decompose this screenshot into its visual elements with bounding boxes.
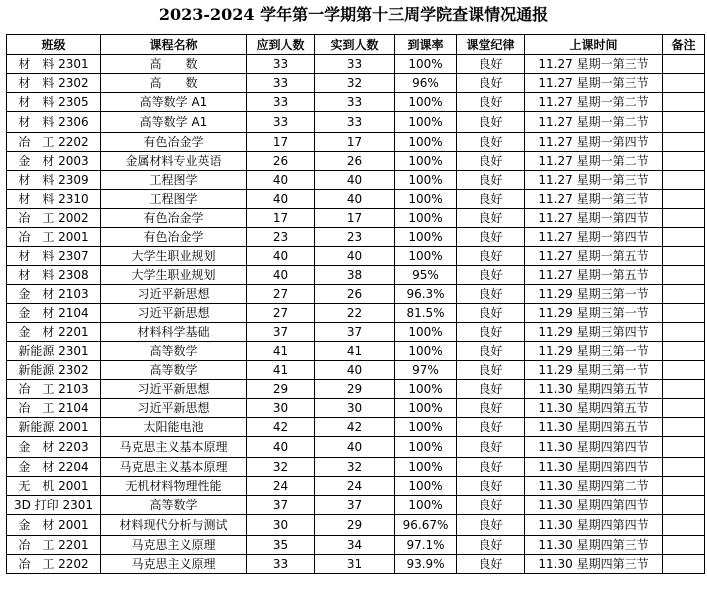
cell-class: 金 材 2003 [7,152,101,171]
cell-rate: 96.67% [395,515,457,536]
cell-actual: 33 [315,55,395,74]
cell-course: 工程图学 [101,190,247,209]
cell-discipline: 良好 [457,458,525,477]
table-row [7,171,705,190]
table-row [7,555,705,574]
table-row [7,304,705,323]
cell-expected: 42 [247,418,315,437]
cell-rate: 100% [395,477,457,496]
cell-discipline: 良好 [457,555,525,574]
cell-note [663,536,705,555]
cell-expected: 26 [247,152,315,171]
cell-rate: 97% [395,361,457,380]
cell-discipline: 良好 [457,74,525,93]
cell-discipline: 良好 [457,536,525,555]
header-class: 班级 [7,35,101,55]
cell-rate: 100% [395,342,457,361]
cell-note [663,458,705,477]
cell-actual: 26 [315,152,395,171]
cell-rate: 100% [395,437,457,458]
cell-actual: 26 [315,285,395,304]
cell-expected: 30 [247,515,315,536]
cell-course: 马克思主义原理 [101,555,247,574]
cell-actual: 38 [315,266,395,285]
cell-rate: 93.9% [395,555,457,574]
cell-discipline: 良好 [457,209,525,228]
cell-discipline: 良好 [457,190,525,209]
cell-note [663,285,705,304]
cell-course: 无机材料物理性能 [101,477,247,496]
cell-expected: 33 [247,74,315,93]
cell-course: 高等数学 A1 [101,112,247,133]
cell-class: 冶 工 2002 [7,209,101,228]
header-discipline: 课堂纪律 [457,35,525,55]
cell-time: 11.30 星期四第三节 [525,536,663,555]
cell-actual: 24 [315,477,395,496]
cell-actual: 17 [315,209,395,228]
cell-course: 有色冶金学 [101,133,247,152]
cell-note [663,399,705,418]
cell-actual: 33 [315,93,395,112]
cell-note [663,361,705,380]
cell-time: 11.29 星期三第一节 [525,304,663,323]
cell-discipline: 良好 [457,285,525,304]
cell-note [663,323,705,342]
table-row [7,361,705,380]
cell-course: 高等数学 [101,496,247,515]
cell-discipline: 良好 [457,323,525,342]
cell-note [663,190,705,209]
cell-class: 材 料 2306 [7,112,101,133]
cell-class: 新能源 2001 [7,418,101,437]
cell-class: 无 机 2001 [7,477,101,496]
cell-course: 习近平新思想 [101,399,247,418]
table-row [7,380,705,399]
cell-expected: 33 [247,93,315,112]
cell-course: 高等数学 [101,342,247,361]
header-note: 备注 [663,35,705,55]
header-expected: 应到人数 [247,35,315,55]
cell-expected: 27 [247,304,315,323]
cell-discipline: 良好 [457,228,525,247]
cell-time: 11.27 星期一第四节 [525,133,663,152]
cell-class: 冶 工 2202 [7,555,101,574]
table-row [7,342,705,361]
cell-rate: 100% [395,112,457,133]
table-row [7,399,705,418]
cell-note [663,496,705,515]
cell-course: 工程图学 [101,171,247,190]
cell-time: 11.29 星期三第一节 [525,342,663,361]
cell-class: 新能源 2301 [7,342,101,361]
cell-time: 11.30 星期四第二节 [525,477,663,496]
cell-class: 金 材 2103 [7,285,101,304]
cell-actual: 40 [315,190,395,209]
cell-actual: 37 [315,323,395,342]
cell-discipline: 良好 [457,171,525,190]
table-row [7,133,705,152]
cell-class: 冶 工 2104 [7,399,101,418]
cell-discipline: 良好 [457,477,525,496]
cell-actual: 30 [315,399,395,418]
cell-note [663,304,705,323]
cell-expected: 17 [247,209,315,228]
cell-time: 11.30 星期四第四节 [525,515,663,536]
cell-class: 材 料 2305 [7,93,101,112]
cell-course: 高 数 [101,74,247,93]
table-row [7,323,705,342]
cell-time: 11.30 星期四第五节 [525,380,663,399]
cell-note [663,437,705,458]
table-row [7,418,705,437]
cell-discipline: 良好 [457,55,525,74]
cell-actual: 23 [315,228,395,247]
cell-class: 冶 工 2001 [7,228,101,247]
table-row [7,152,705,171]
cell-time: 11.29 星期三第四节 [525,323,663,342]
cell-course: 高等数学 [101,361,247,380]
cell-note [663,342,705,361]
table-row [7,112,705,133]
cell-time: 11.29 星期三第一节 [525,361,663,380]
cell-discipline: 良好 [457,515,525,536]
cell-note [663,209,705,228]
cell-note [663,112,705,133]
table-row [7,496,705,515]
cell-rate: 100% [395,171,457,190]
cell-time: 11.27 星期一第五节 [525,247,663,266]
header-course: 课程名称 [101,35,247,55]
cell-note [663,228,705,247]
cell-course: 马克思主义基本原理 [101,437,247,458]
cell-discipline: 良好 [457,247,525,266]
cell-expected: 24 [247,477,315,496]
attendance-table [6,34,705,574]
cell-course: 太阳能电池 [101,418,247,437]
cell-time: 11.27 星期一第三节 [525,74,663,93]
cell-rate: 100% [395,55,457,74]
cell-course: 习近平新思想 [101,304,247,323]
table-row [7,55,705,74]
cell-discipline: 良好 [457,93,525,112]
cell-class: 新能源 2302 [7,361,101,380]
cell-discipline: 良好 [457,112,525,133]
cell-rate: 100% [395,133,457,152]
cell-time: 11.27 星期一第二节 [525,112,663,133]
cell-course: 材料科学基础 [101,323,247,342]
table-row [7,247,705,266]
cell-actual: 34 [315,536,395,555]
cell-expected: 40 [247,247,315,266]
header-row [7,35,705,55]
table-row [7,477,705,496]
cell-expected: 29 [247,380,315,399]
cell-note [663,74,705,93]
cell-note [663,171,705,190]
cell-note [663,152,705,171]
cell-class: 材 料 2307 [7,247,101,266]
cell-actual: 17 [315,133,395,152]
cell-rate: 100% [395,190,457,209]
cell-rate: 100% [395,247,457,266]
cell-actual: 40 [315,171,395,190]
cell-rate: 100% [395,152,457,171]
header-actual: 实到人数 [315,35,395,55]
cell-actual: 32 [315,458,395,477]
cell-time: 11.30 星期四第五节 [525,399,663,418]
table-row [7,93,705,112]
cell-discipline: 良好 [457,380,525,399]
cell-time: 11.30 星期四第五节 [525,418,663,437]
cell-rate: 100% [395,399,457,418]
table-row [7,515,705,536]
cell-course: 高 数 [101,55,247,74]
cell-time: 11.27 星期一第五节 [525,266,663,285]
cell-discipline: 良好 [457,266,525,285]
cell-time: 11.30 星期四第四节 [525,496,663,515]
cell-discipline: 良好 [457,304,525,323]
cell-discipline: 良好 [457,361,525,380]
cell-time: 11.27 星期一第二节 [525,152,663,171]
cell-rate: 100% [395,323,457,342]
cell-expected: 40 [247,171,315,190]
cell-note [663,418,705,437]
cell-actual: 42 [315,418,395,437]
cell-discipline: 良好 [457,418,525,437]
cell-time: 11.27 星期一第四节 [525,228,663,247]
cell-expected: 40 [247,266,315,285]
cell-discipline: 良好 [457,399,525,418]
cell-discipline: 良好 [457,437,525,458]
cell-rate: 100% [395,418,457,437]
cell-rate: 96% [395,74,457,93]
cell-expected: 35 [247,536,315,555]
cell-class: 金 材 2001 [7,515,101,536]
cell-class: 材 料 2310 [7,190,101,209]
cell-rate: 81.5% [395,304,457,323]
cell-course: 有色冶金学 [101,228,247,247]
cell-discipline: 良好 [457,342,525,361]
cell-note [663,515,705,536]
cell-expected: 40 [247,437,315,458]
cell-class: 冶 工 2201 [7,536,101,555]
cell-actual: 41 [315,342,395,361]
table-row [7,458,705,477]
cell-time: 11.27 星期一第三节 [525,171,663,190]
cell-class: 金 材 2201 [7,323,101,342]
cell-course: 金属材料专业英语 [101,152,247,171]
cell-actual: 22 [315,304,395,323]
cell-class: 材 料 2301 [7,55,101,74]
table-row [7,536,705,555]
table-body [7,55,705,574]
cell-expected: 27 [247,285,315,304]
cell-class: 材 料 2302 [7,74,101,93]
cell-rate: 100% [395,496,457,515]
cell-course: 习近平新思想 [101,285,247,304]
cell-class: 3D 打印 2301 [7,496,101,515]
cell-actual: 37 [315,496,395,515]
cell-discipline: 良好 [457,152,525,171]
cell-course: 有色冶金学 [101,209,247,228]
cell-class: 金 材 2204 [7,458,101,477]
cell-class: 金 材 2104 [7,304,101,323]
cell-class: 冶 工 2202 [7,133,101,152]
table-row [7,74,705,93]
cell-class: 冶 工 2103 [7,380,101,399]
cell-time: 11.27 星期一第三节 [525,55,663,74]
cell-actual: 32 [315,74,395,93]
cell-course: 材料现代分析与测试 [101,515,247,536]
cell-actual: 29 [315,515,395,536]
cell-rate: 100% [395,380,457,399]
cell-note [663,477,705,496]
cell-expected: 23 [247,228,315,247]
cell-time: 11.27 星期一第三节 [525,190,663,209]
cell-expected: 37 [247,323,315,342]
cell-rate: 96.3% [395,285,457,304]
cell-expected: 41 [247,342,315,361]
cell-note [663,555,705,574]
cell-rate: 100% [395,93,457,112]
cell-rate: 100% [395,209,457,228]
cell-note [663,133,705,152]
header-time: 上课时间 [525,35,663,55]
table-row [7,285,705,304]
table-row [7,209,705,228]
cell-actual: 40 [315,247,395,266]
cell-course: 高等数学 A1 [101,93,247,112]
cell-course: 马克思主义原理 [101,536,247,555]
cell-class: 材 料 2309 [7,171,101,190]
cell-expected: 32 [247,458,315,477]
cell-note [663,55,705,74]
cell-actual: 40 [315,437,395,458]
cell-time: 11.27 星期一第二节 [525,93,663,112]
cell-actual: 40 [315,361,395,380]
cell-actual: 33 [315,112,395,133]
cell-expected: 30 [247,399,315,418]
header-rate: 到课率 [395,35,457,55]
cell-course: 大学生职业规划 [101,266,247,285]
cell-expected: 17 [247,133,315,152]
cell-note [663,266,705,285]
cell-time: 11.27 星期一第四节 [525,209,663,228]
cell-rate: 97.1% [395,536,457,555]
cell-time: 11.29 星期三第一节 [525,285,663,304]
cell-rate: 100% [395,458,457,477]
cell-expected: 33 [247,112,315,133]
cell-note [663,380,705,399]
cell-note [663,247,705,266]
cell-discipline: 良好 [457,133,525,152]
report-title: 2023-2024 学年第一学期第十三周学院查课情况通报 [158,5,549,24]
cell-expected: 41 [247,361,315,380]
cell-time: 11.30 星期四第四节 [525,437,663,458]
cell-course: 习近平新思想 [101,380,247,399]
cell-time: 11.30 星期四第四节 [525,458,663,477]
cell-expected: 33 [247,55,315,74]
cell-rate: 95% [395,266,457,285]
cell-note [663,93,705,112]
cell-class: 材 料 2308 [7,266,101,285]
table-row [7,437,705,458]
cell-class: 金 材 2203 [7,437,101,458]
cell-expected: 37 [247,496,315,515]
cell-course: 马克思主义基本原理 [101,458,247,477]
cell-discipline: 良好 [457,496,525,515]
cell-time: 11.30 星期四第三节 [525,555,663,574]
cell-expected: 40 [247,190,315,209]
cell-actual: 31 [315,555,395,574]
table-row [7,190,705,209]
cell-actual: 29 [315,380,395,399]
table-row [7,228,705,247]
table-row [7,266,705,285]
cell-rate: 100% [395,228,457,247]
cell-expected: 33 [247,555,315,574]
cell-course: 大学生职业规划 [101,247,247,266]
